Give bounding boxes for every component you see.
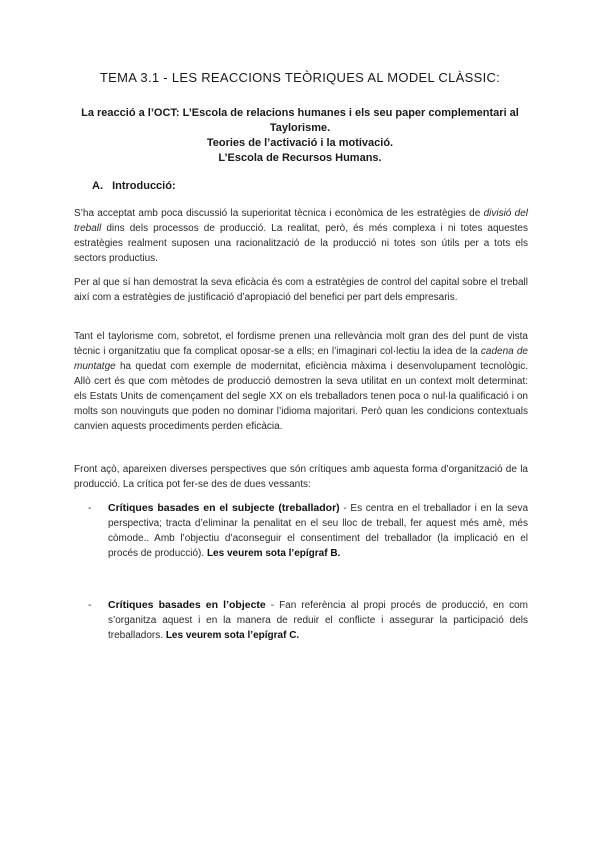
paragraph-text: Per al que sí han demostrat la seva eficàcia és com a estratègies de control del capital sobre el treball així com a estratègies de justificació d’apropiació del benefici per part dels empresaris. xyxy=(74,277,528,303)
section-number: A. xyxy=(92,180,103,192)
paragraph-text: ha quedat com exemple de modernitat, eficiència màxima i desenvolupament tecnològic. Allò cert és que com mètodes de producció demostren la seva utilitat en un context molt determinat: els Estats Units de començament del segle XX on els treballadors tenen poca o nul·la qualificació i on molts son nouvinguts que poden no dominar l’idioma majoritari. Però quan les condicions contextuals canvien aquests procediments perden eficàcia. xyxy=(74,361,528,432)
paragraph-text: Front açò, apareixen diverses perspectives que són crítiques amb aquesta forma d’organització de la producció. La crítica pot fer-se des de dues vessants: xyxy=(74,464,528,490)
bullet-reference: Les veurem sota l’epígraf C. xyxy=(165,630,300,641)
bullet-item xyxy=(74,501,528,561)
subtitle-line: Teories de l’activació i la motivació. xyxy=(206,137,394,149)
paragraph-4 xyxy=(74,462,528,492)
document-title: TEMA 3.1 - LES REACCIONS TEÒRIQUES AL MODEL CLÀSSIC: xyxy=(99,70,501,85)
paragraph-italic: cadena de muntatge xyxy=(74,346,528,372)
paragraph-text: Tant el taylorisme com, sobretot, el fordisme prenen una rellevància molt gran des del punt de vista tècnic i organitzatiu que fa complicat oposar-se a ells; en l’imaginari col·lectiu la idea de la xyxy=(74,331,528,357)
subtitle-line: L’Escola de Recursos Humans. xyxy=(218,152,382,164)
paragraph-3 xyxy=(74,329,528,434)
paragraph-text: S’ha acceptat amb poca discussió la superioritat tècnica i econòmica de les estratègies de xyxy=(74,208,484,219)
bullet-text xyxy=(108,501,528,561)
section-heading xyxy=(92,180,176,192)
bullet-text xyxy=(108,598,528,643)
subtitle-line: La reacció a l’OCT: L’Escola de relacions humanes i els seu paper complementari al Taylorisme. xyxy=(81,107,519,134)
section-heading-text: Introducció: xyxy=(112,180,176,192)
paragraph-1 xyxy=(74,206,528,266)
bullet-lead: Crítiques basades en el subjecte (treballador) xyxy=(108,502,340,514)
bullet-dash: - xyxy=(88,503,92,514)
bullet-dash: - xyxy=(88,600,92,611)
subtitle-block xyxy=(70,106,530,166)
paragraph-2 xyxy=(74,275,528,305)
paragraph-text: dins dels processos de producció. La realitat, però, és més complexa i ni totes aquestes estratègies realment suposen una racionalització de la producció ni totes son útils per a tots els sectors productius. xyxy=(74,223,528,264)
bullet-lead: Crítiques basades en l’objecte xyxy=(108,599,266,611)
paragraph-italic: divisió del treball xyxy=(74,208,528,234)
bullet-reference: Les veurem sota l’epígraf B. xyxy=(206,548,341,559)
bullet-body: - Es centra en el treballador i en la seva perspectiva; tracta d’eliminar la penalitat en el seu lloc de treball, fer aquest més amè, més còmode.. Amb l’objectiu d’aconseguir el consentiment del treballador (la implicació en el procés de producció). xyxy=(108,503,529,559)
bullet-body: - Fan referència al propi procés de producció, en com s’organitza aquest i en la manera de reduir el conflicte i assegurar la participació dels treballadors. xyxy=(108,600,528,641)
bullet-item xyxy=(74,598,528,643)
